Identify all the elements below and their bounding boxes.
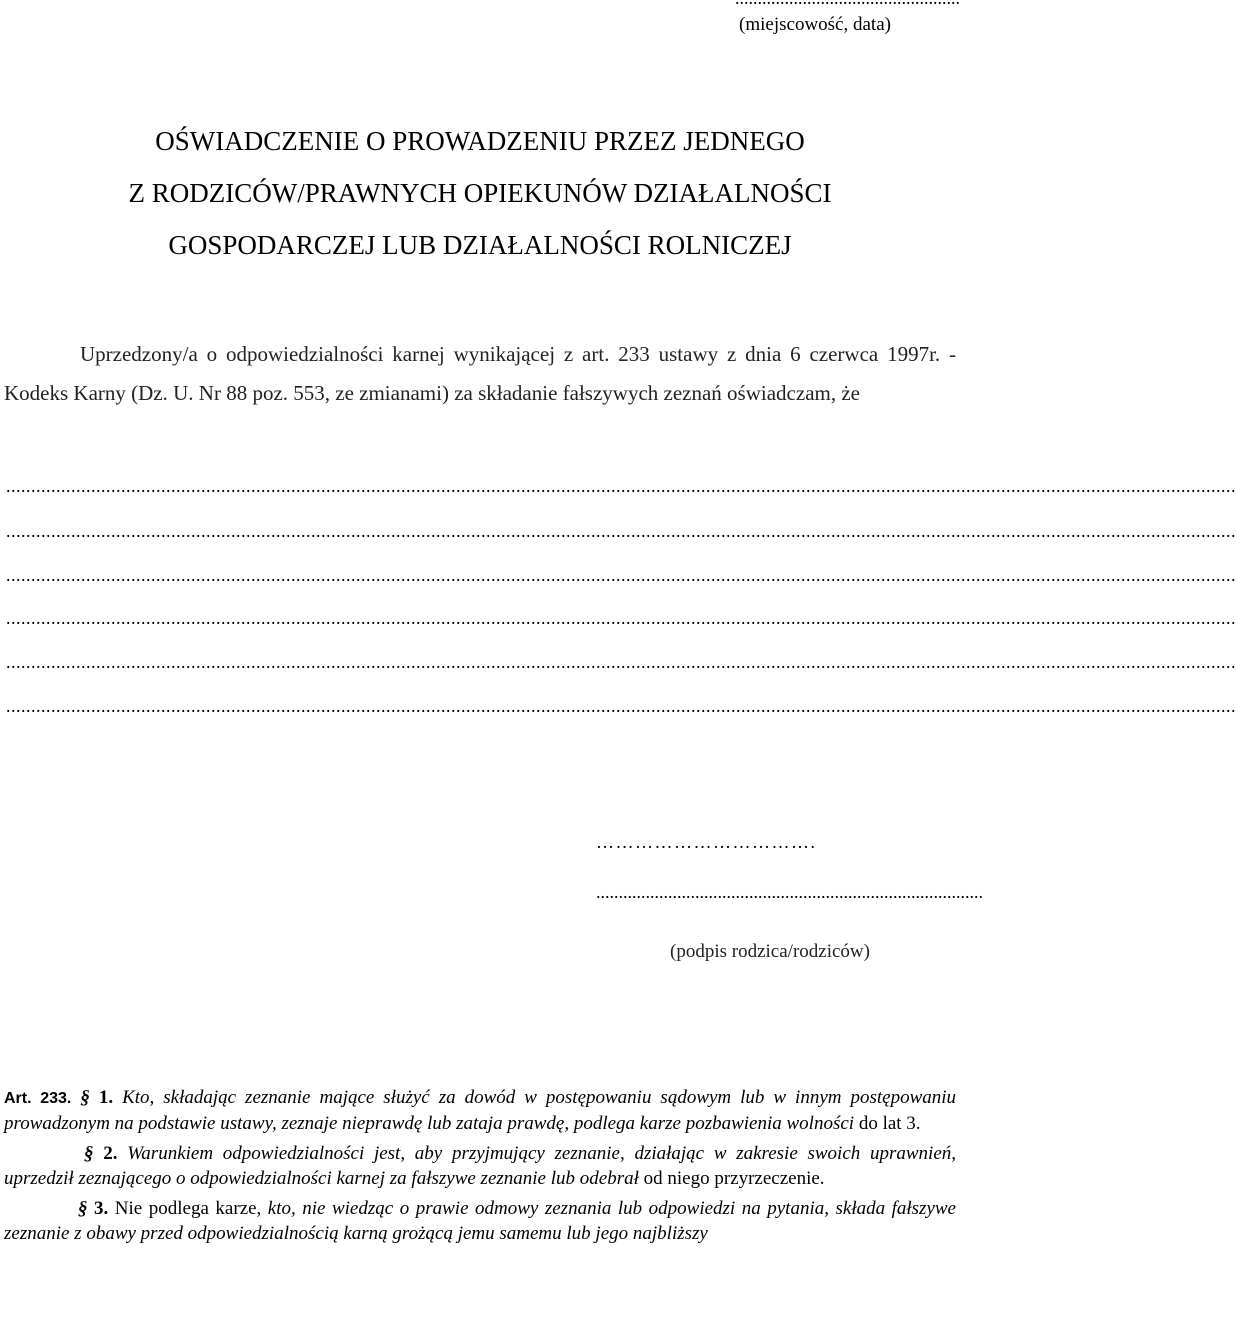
- section-2-text: Warunkiem odpowiedzialności jest, aby przyjmujący zeznanie, działając w zakresie swoich uprawnień, uprzedził zeznającego o odpowiedzialności karnej za fałszywe zeznanie lub odebrał: [4, 1143, 957, 1189]
- title-line-3: GOSPODARCZEJ LUB DZIAŁALNOŚCI ROLNICZEJ: [168, 230, 792, 260]
- declaration-intro: [4, 335, 956, 413]
- fill-line-3: ......................................................................................................................................................................................................................................................: [6, 565, 1236, 585]
- fill-line-5: ......................................................................................................................................................................................................................................................: [6, 652, 1236, 672]
- section-sign-icon: §: [78, 1198, 88, 1219]
- fill-line-6: ......................................................................................................................................................................................................................................................: [6, 696, 1236, 716]
- intro-text: Uprzedzony/a o odpowiedzialności karnej wynikającej z art. 233 ustawy z dnia 6 czerwca 1997r. - Kodeks Karny (Dz. U. Nr 88 poz. 553, ze zmianami) za składanie fałszywych zeznań oświadczam, że: [4, 342, 956, 405]
- section-3-text-b: kto, nie wiedząc o prawie odmowy zeznania lub odpowiedzi na pytania, składa fałszywe zeznanie z obawy przed odpowiedzialnością karną grożącą jemu samemu lub jego najbliższy: [4, 1198, 956, 1244]
- fill-line-2: ......................................................................................................................................................................................................................................................: [6, 521, 1236, 541]
- section-3-number: 3.: [94, 1198, 109, 1219]
- title-line-1: OŚWIADCZENIE O PROWADZENIU PRZEZ JEDNEGO: [155, 126, 805, 156]
- fill-line-1: ......................................................................................................................................................................................................................................................: [6, 476, 1236, 496]
- date-dots-line: [676, 0, 960, 9]
- section-3-text-a: Nie podlega karze,: [114, 1198, 262, 1219]
- place-date-label: (miejscowość, data): [739, 14, 891, 35]
- section-1-text: Kto, składając zeznanie mające służyć za dowód w postępowaniu sądowym lub w innym postępowaniu prowadzonym na podstawie ustawy, zeznaje nieprawdę lub zataja prawdę, podlega karze pozbawienia wolności: [4, 1087, 957, 1134]
- document-title: [0, 115, 960, 271]
- section-1-number: 1.: [98, 1087, 114, 1108]
- section-sign-icon: §: [80, 1087, 90, 1108]
- signature-label: (podpis rodzica/rodziców): [670, 941, 870, 962]
- signature-line-1: …………………………….: [596, 832, 817, 852]
- article-number: Art. 233.: [4, 1090, 72, 1107]
- section-1-tail: do lat 3.: [858, 1112, 921, 1134]
- section-2-tail: od niego przyrzeczenie.: [643, 1167, 825, 1189]
- section-1: [4, 1086, 956, 1136]
- section-sign-icon: §: [84, 1143, 94, 1164]
- section-2: [4, 1142, 956, 1191]
- legal-notice: [4, 1086, 956, 1246]
- section-2-number: 2.: [103, 1143, 118, 1164]
- signature-line-2: ......................................................................................: [596, 882, 983, 902]
- title-line-2: Z RODZICÓW/PRAWNYCH OPIEKUNÓW DZIAŁALNOŚCI: [128, 178, 832, 208]
- fill-line-4: ......................................................................................................................................................................................................................................................: [6, 608, 1236, 628]
- section-3: [4, 1197, 956, 1246]
